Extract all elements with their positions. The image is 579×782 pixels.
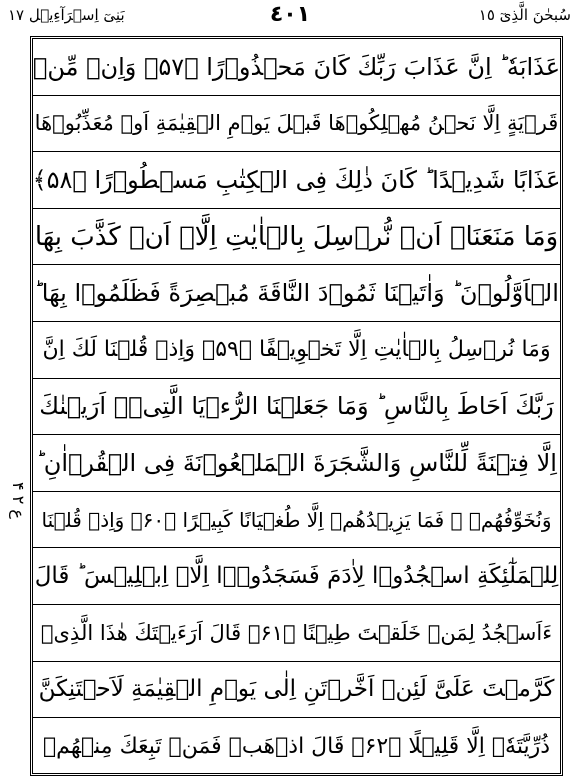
text-line: ذُرِّيَّتَهٗۤ اِلَّا قَلِيۡلًا ﴿۶۲﴾ قَالَ اذۡهَبۡ فَمَنۡ تَبِعَكَ مِنۡهُمۡ xyxy=(42,733,551,759)
text-line: وَنُخَوِّفُهُمۡ ۙ فَمَا يَزِيۡدُهُمۡ اِلَّا طُغۡيَانًا كَبِيۡرًا ﴿۶۰﴾ وَاِذۡ قُلۡنَا xyxy=(33,492,560,549)
text-line: قَرۡيَةٍ اِلَّا نَحۡنُ مُهۡلِكُوۡهَا قَبۡلَ يَوۡمِ الۡقِيٰمَةِ اَوۡ مُعَذِّبُوۡهَا xyxy=(33,96,560,153)
text-line: الۡاَوَّلُوۡنَ ؕ وَاٰتَيۡنَا ثَمُوۡدَ النَّاقَةَ مُبۡصِرَةً فَظَلَمُوۡا بِهَا ؕ xyxy=(33,265,560,322)
text-line: لِلۡمَلٰٓئِكَةِ اسۡجُدُوۡا لِاٰدَمَ فَسَجَدُوۡۤا اِلَّاۤ اِبۡلِيۡسَ ؕ قَالَ xyxy=(33,548,560,605)
text-line: وَمَا مَنَعَنَاۤ اَنۡ نُّرۡسِلَ بِالۡاٰيٰتِ اِلَّاۤ اَنۡ كَذَّبَ بِهَا xyxy=(33,209,560,266)
text-line: وَمَا نُرۡسِلُ بِالۡاٰيٰتِ اِلَّا تَخۡوِيۡفًا ﴿۵۹﴾ وَاِذۡ قُلۡنَا لَكَ اِنَّ xyxy=(33,322,560,379)
juz-title-label: سُبحٰنَ الَّذِیٓ ١٥ xyxy=(478,6,571,24)
page-number: ٤٠١ xyxy=(269,2,311,27)
text-line: كَرَّمۡتَ عَلَىَّ لَئِنۡ اَخَّرۡتَنِ اِلٰى يَوۡمِ الۡقِيٰمَةِ لَاَحۡتَنِكَنَّ xyxy=(33,662,560,719)
text-line: اِلَّا فِتۡنَةً لِّلنَّاسِ وَالشَّجَرَةَ الۡمَلۡعُوۡنَةَ فِى الۡقُرۡاٰنِ ؕ xyxy=(33,435,560,492)
text-line: عَذَابَهٗ ؕ اِنَّ عَذَابَ رَبِّكَ كَانَ مَحۡذُوۡرًا ﴿۵۷﴾ وَاِنۡ مِّنۡ xyxy=(33,39,560,96)
surah-title-label: بَنِیٓ اِسۡرَآءِیۡل ١٧ xyxy=(8,6,125,24)
text-line: عَذَابًا شَدِيۡدًا ؕ كَانَ ذٰلِكَ فِى الۡكِتٰبِ مَسۡطُوۡرًا ﴿۵۸﴾ xyxy=(33,152,560,209)
text-line: ءَاَسۡجُدُ لِمَنۡ خَلَقۡتَ طِيۡنًا ﴿۶۱﴾ قَالَ اَرَءَيۡتَكَ هٰذَا الَّذِىۡ xyxy=(33,605,560,662)
page-header xyxy=(0,0,579,34)
text-line: رَبَّكَ اَحَاطَ بِالنَّاسِ ؕ وَمَا جَعَلۡنَا الرُّءۡيَا الَّتِىۡۤ اَرَيۡنٰكَ xyxy=(33,379,560,436)
text-frame xyxy=(30,36,563,776)
ruku-marker: ع ٢ ۴ xyxy=(9,481,28,519)
